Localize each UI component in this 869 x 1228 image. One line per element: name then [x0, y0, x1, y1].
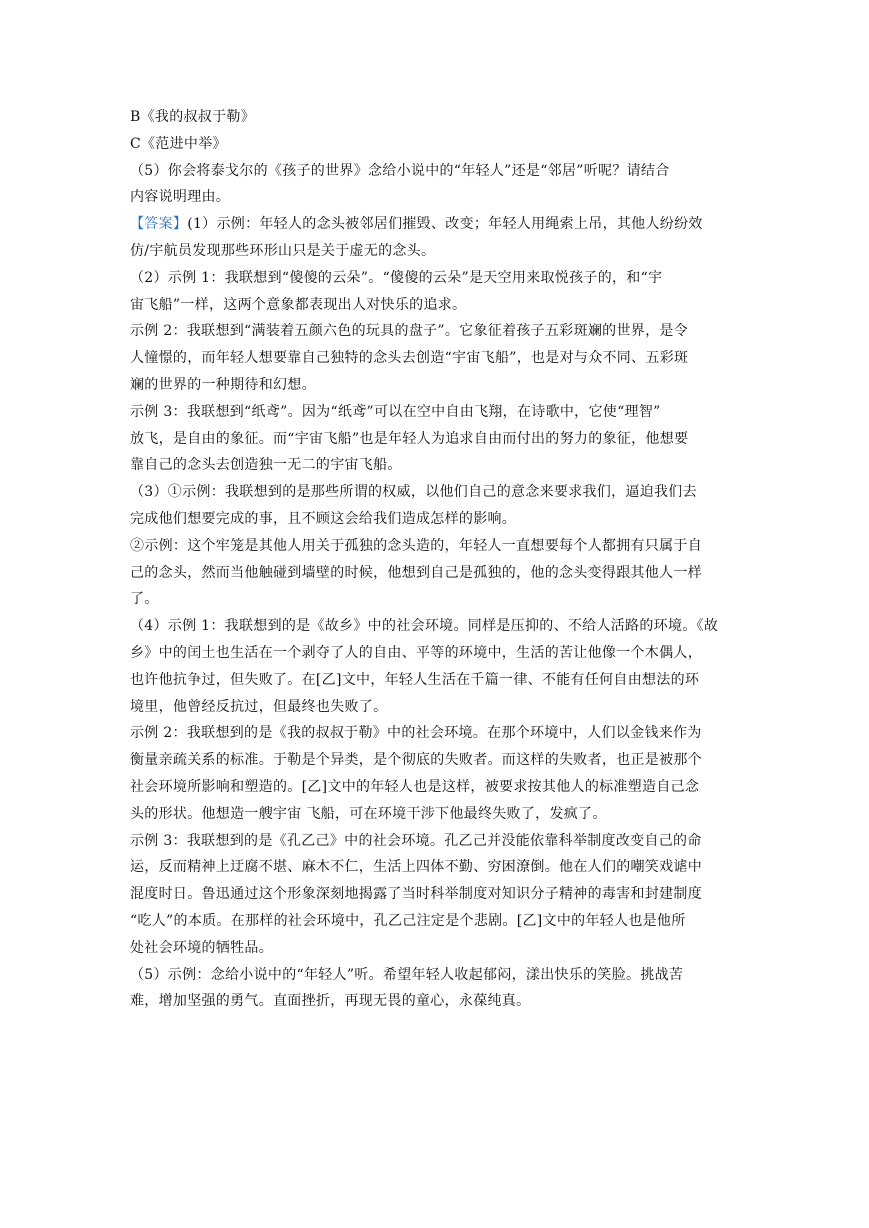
answer-2-example-2: 示例 2：我联想到“满装着五颜六色的玩具的盘子”。它象征着孩子五彩斑斓的世界，是令 人憧憬的，而年轻人想要靠自己独特的念头去创造“宇宙飞船”，也是对与众不同、五彩斑 斓的世界的一种期待和幻想。 — [130, 323, 689, 393]
answer-5: （5）示例：念给小说中的“年轻人”听。希望年轻人收起郁闷，漾出快乐的笑脸。挑战苦 难，增加坚强的勇气。直面挫折，再现无畏的童心，永葆纯真。 — [130, 966, 684, 1010]
answer-4-example-3: 示例 3：我联想到的是《孔乙己》中的社会环境。孔乙己并没能依靠科举制度改变自己的命 运，反而精神上迂腐不堪、麻木不仁，生活上四体不勤、穷困潦倒。他在人们的嘲笑戏谑中 混度时日。鲁迅通过这个形象深刻地揭露了当时科举制度对知识分子精神的毒害和封建制度 “吃人”的本质。在那样的社会环境中，孔乙己注定是个悲剧。[乙]文中的年轻人也是他所 处社会环境的牺牲品。 — [130, 832, 702, 956]
answer-1-text: (1）示例：年轻人的念头被邻居们摧毁、改变；年轻人用绳索上吊，其他人纷纷效 仿/宇航员发现那些环形山只是关于虚无的念头。 — [130, 216, 703, 259]
answer-4-example-2: 示例 2：我联想到的是《我的叔叔于勒》中的社会环境。在那个环境中，人们以金钱来作为 衡量亲疏关系的标准。于勒是个异类，是个彻底的失败者。而这样的失败者，也正是被那个 社会环境所影响和塑造的。[乙]文中的年轻人也是这样，被要求按其他人的标准塑造自己念 头的形状。他想造一艘宇宙 飞船，可在环境干涉下他最终失败了，发疯了。 — [130, 725, 702, 822]
answer-3-part-1: （3）①示例：我联想到的是那些所谓的权威，以他们自己的意念来要求我们，逼迫我们去 完成他们想要完成的事，且不顾这会给我们造成怎样的影响。 — [130, 484, 697, 527]
option-b: B《我的叔叔于勒》 — [130, 109, 255, 125]
question-5: （5）你会将泰戈尔的《孩子的世界》念给小说中的“年轻人”还是“邻居”听呢？请结合 内容说明理由。 — [130, 162, 670, 206]
answer-label: 【答案】 — [130, 216, 188, 233]
option-c: C《范进中举》 — [130, 135, 227, 152]
answer-1 — [130, 211, 750, 265]
answer-2-example-1: （2）示例 1：我联想到“傻傻的云朵”。“傻傻的云朵”是天空用来取悦孩子的，和“宇 宙飞船”一样，这两个意象都表现出人对快乐的追求。 — [130, 269, 663, 313]
answer-4-example-1: （4）示例 1：我联想到的是《故乡》中的社会环境。同样是压抑的、不给人活路的环境。《故 乡》中的闰土也生活在一个剥夺了人的自由、平等的环境中，生活的苦让他像一个木偶人， 也许他抗争过，但失败了。在[乙]文中，年轻人生活在千篇一律、不能有任何自由想法的环 境里，他曾经反抗过，但最终也失败了。 — [130, 618, 719, 715]
answer-3-part-2: ②示例：这个牢笼是其他人用关于孤独的念头造的，年轻人一直想要每个人都拥有只属于自 己的念头，然而当他触碰到墙壁的时候，他想到自己是孤独的，他的念头变得跟其他人一样 了。 — [130, 537, 702, 608]
document-body — [130, 104, 750, 1015]
answer-2-example-3: 示例 3：我联想到“纸鸢”。因为“纸鸢”可以在空中自由飞翔，在诗歌中，它使“理智” 放飞，是自由的象征。而“宇宙飞船”也是年轻人为追求自由而付出的努力的象征，他想要 靠自己的念头去创造独一无二的宇宙飞船。 — [130, 403, 689, 474]
